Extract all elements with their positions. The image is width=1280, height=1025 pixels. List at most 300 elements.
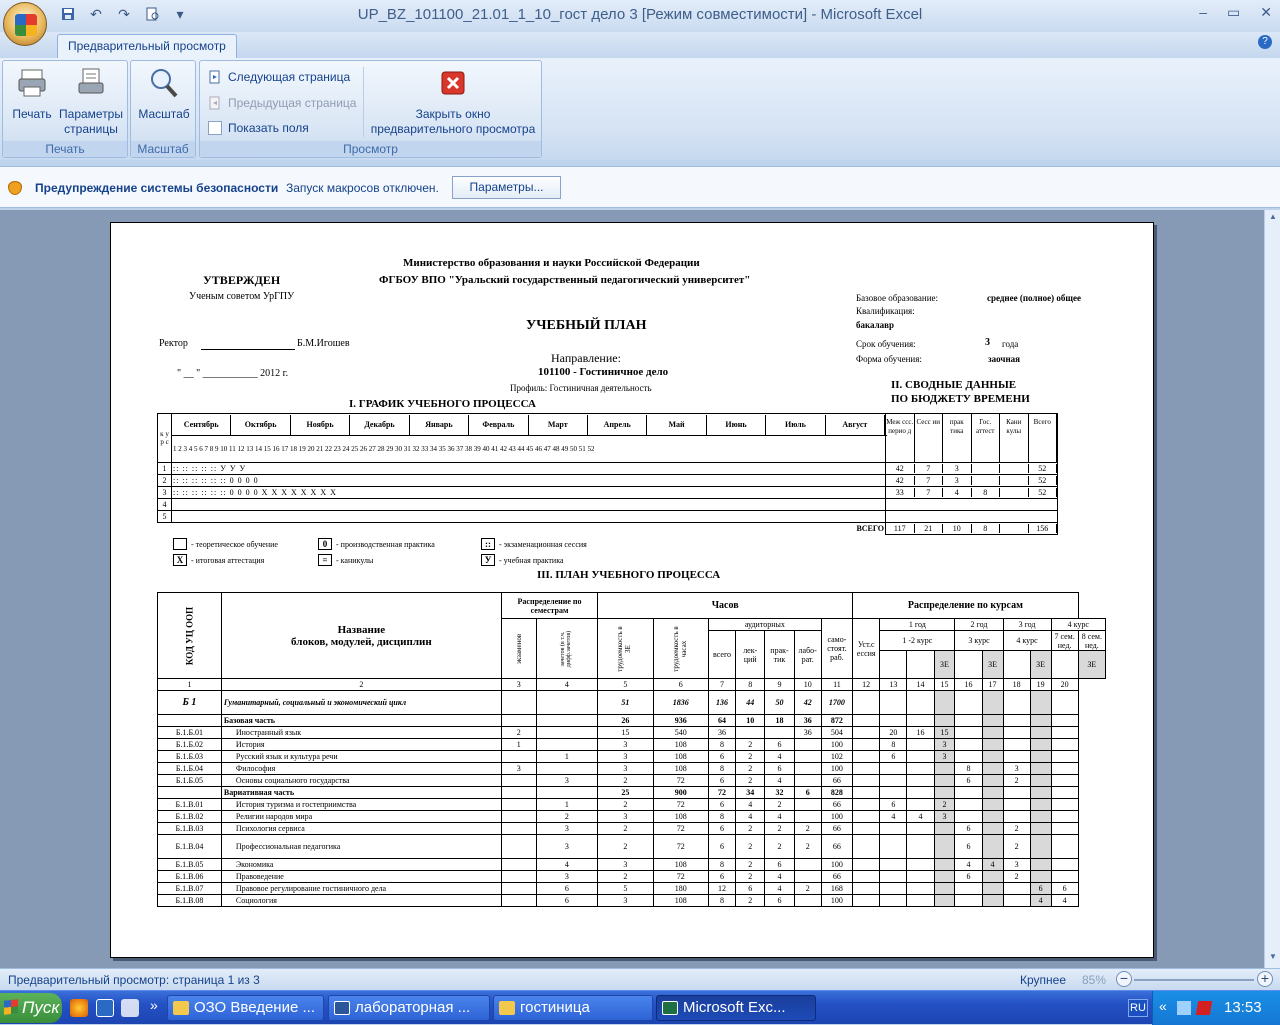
budget-value xyxy=(1000,476,1029,485)
row-name: Правоведение xyxy=(221,871,501,883)
schedule-body xyxy=(158,463,1058,535)
total-value: 21 xyxy=(915,524,944,533)
scroll-up-icon[interactable]: ▲ xyxy=(1269,212,1277,221)
budget-value xyxy=(972,464,1001,473)
language-indicator[interactable]: RU xyxy=(1128,999,1148,1017)
zoom-button[interactable]: Масштаб xyxy=(135,65,193,122)
row-value: 64 xyxy=(708,715,735,727)
month-cell: Ноябрь xyxy=(291,415,350,435)
row-course-value xyxy=(1003,799,1030,811)
row-course-value xyxy=(1051,859,1078,871)
row-value xyxy=(501,799,536,811)
row-course-value xyxy=(880,691,907,715)
prev-page-icon xyxy=(208,96,222,110)
row-course-value: 4 xyxy=(1051,895,1078,907)
schedule-marks: :: :: :: :: :: :: 0 0 0 0 xyxy=(172,475,886,487)
row-value: 44 xyxy=(736,691,765,715)
row-course-value xyxy=(1003,727,1030,739)
total-value: 10 xyxy=(943,524,972,533)
name-header: Название блоков, модулей, дисциплин xyxy=(221,593,501,679)
column-number: 17 xyxy=(982,679,1003,691)
task-word-lab[interactable]: лабораторная ... xyxy=(328,995,490,1021)
row-value: 108 xyxy=(653,751,708,763)
month-cell: Август xyxy=(826,415,885,435)
schedule-row xyxy=(158,499,1058,511)
group-label-zoom: Масштаб xyxy=(131,141,195,157)
row-course-value xyxy=(1030,871,1051,883)
row-value: 2 xyxy=(598,799,653,811)
row-value: 2 xyxy=(765,835,794,859)
row-value xyxy=(501,691,536,715)
row-course-value xyxy=(907,859,934,871)
course-header: к у р с xyxy=(158,414,172,463)
sem8-header: 8 сем. нед. xyxy=(1078,631,1105,651)
row-value: 3 xyxy=(598,751,653,763)
row-course-value: 4 xyxy=(880,811,907,823)
row-value: 2 xyxy=(736,739,765,751)
row-value: 2 xyxy=(598,835,653,859)
row-value: 2 xyxy=(736,835,765,859)
hours-header: Часов xyxy=(598,593,853,619)
row-value: 504 xyxy=(821,727,852,739)
row-value xyxy=(736,727,765,739)
credits-header: зачетов (в т.ч. дифф.зачетов) xyxy=(536,619,598,679)
total-values xyxy=(886,523,1058,535)
row-course-value xyxy=(1030,787,1051,799)
row-value: 2 xyxy=(736,763,765,775)
help-icon[interactable]: ? xyxy=(1258,35,1272,49)
row-code: Б.1.В.02 xyxy=(158,811,222,823)
row-course-value xyxy=(955,715,982,727)
row-course-value xyxy=(1030,715,1051,727)
curriculum-body xyxy=(158,679,1106,907)
row-course-value xyxy=(1030,763,1051,775)
row-value: 136 xyxy=(708,691,735,715)
row-course-value xyxy=(955,727,982,739)
curriculum-row xyxy=(158,739,1106,751)
row-value xyxy=(536,715,598,727)
budget-head-row xyxy=(886,414,1057,462)
row-value: 100 xyxy=(821,739,852,751)
row-value: 36 xyxy=(794,727,821,739)
row-value: 72 xyxy=(653,823,708,835)
budget-col-header: Гос. аттест xyxy=(972,414,1001,462)
budget-value: 3 xyxy=(943,476,972,485)
row-course-value xyxy=(982,799,1003,811)
row-value: 2 xyxy=(598,823,653,835)
row-value xyxy=(501,871,536,883)
redo-icon[interactable]: ↷ xyxy=(118,5,130,22)
row-value: 6 xyxy=(765,763,794,775)
row-course-value xyxy=(1051,751,1078,763)
legend-text: - производственная практика xyxy=(336,540,435,549)
row-value: 6 xyxy=(765,739,794,751)
row-course-value: 2 xyxy=(1003,823,1030,835)
row-course-value xyxy=(1003,751,1030,763)
row-course-value xyxy=(1030,775,1051,787)
direction-value: 101100 - Гостиничное дело xyxy=(538,366,669,378)
legend-symbol: :: xyxy=(481,538,495,550)
row-course-value xyxy=(853,883,880,895)
row-course-value xyxy=(934,835,955,859)
show-margins-checkbox[interactable]: Показать поля xyxy=(208,118,309,138)
row-course-value xyxy=(1003,883,1030,895)
magnifier-icon xyxy=(148,67,180,99)
row-name: Социология xyxy=(221,895,501,907)
row-value: 66 xyxy=(821,835,852,859)
row-course-value xyxy=(880,895,907,907)
column-number: 3 xyxy=(501,679,536,691)
row-code xyxy=(158,715,222,727)
antivirus-icon[interactable] xyxy=(1196,1001,1212,1015)
budget-value: 42 xyxy=(886,476,915,485)
windows-flag-icon xyxy=(4,999,18,1014)
row-value: 12 xyxy=(708,883,735,895)
row-course-value xyxy=(1003,787,1030,799)
tab-print-preview[interactable]: Предварительный просмотр xyxy=(57,34,237,58)
row-course-value xyxy=(907,835,934,859)
row-value: 872 xyxy=(821,715,852,727)
row-value: 4 xyxy=(765,883,794,895)
row-value: 72 xyxy=(653,799,708,811)
prev-page-button[interactable]: Предыдущая страница xyxy=(208,93,356,113)
row-value: 34 xyxy=(736,787,765,799)
row-course-value xyxy=(1003,811,1030,823)
row-course-value xyxy=(853,691,880,715)
row-value xyxy=(536,787,598,799)
row-course-value xyxy=(880,823,907,835)
row-value xyxy=(501,811,536,823)
row-course-value xyxy=(880,715,907,727)
status-text: Предварительный просмотр: страница 1 из 3 xyxy=(8,973,260,987)
row-value: 2 xyxy=(736,775,765,787)
checkbox-icon xyxy=(208,121,222,135)
row-course-value xyxy=(880,883,907,895)
row-course-value xyxy=(982,883,1003,895)
month-cell: Апрель xyxy=(588,415,647,435)
schedule-budget xyxy=(886,511,1058,523)
row-value: 72 xyxy=(653,835,708,859)
k-col xyxy=(907,651,934,679)
row-value: 6 xyxy=(708,871,735,883)
row-course-value xyxy=(934,763,955,775)
page-setup-button[interactable]: Параметры страницы xyxy=(57,65,125,137)
row-course-value: 6 xyxy=(1030,883,1051,895)
row-name: Экономика xyxy=(221,859,501,871)
row-course-value xyxy=(880,763,907,775)
council-label: Ученым советом УрГПУ xyxy=(189,291,295,302)
curriculum-row xyxy=(158,895,1106,907)
row-value: 2 xyxy=(598,871,653,883)
row-name: История туризма и гостеприимства xyxy=(221,799,501,811)
row-course-value xyxy=(982,871,1003,883)
row-course-value xyxy=(934,775,955,787)
row-value: 8 xyxy=(708,811,735,823)
row-course-value xyxy=(1051,691,1078,715)
k-col xyxy=(880,651,907,679)
schedule-marks xyxy=(172,511,886,523)
curriculum-row xyxy=(158,751,1106,763)
row-value: 6 xyxy=(765,859,794,871)
row-name: Русский язык и культура речи xyxy=(221,751,501,763)
row-course-value xyxy=(982,691,1003,715)
budget-col-header: Меж ссс. перио д xyxy=(886,414,915,462)
folder-icon xyxy=(173,1001,189,1015)
curriculum-row xyxy=(158,727,1106,739)
month-cell: Декабрь xyxy=(350,415,409,435)
row-course-value xyxy=(1030,823,1051,835)
ze-col-header: ЗЕ xyxy=(934,651,955,679)
row-code: Б 1 xyxy=(158,691,222,715)
study-form-value: заочная xyxy=(988,354,1021,364)
row-value xyxy=(765,727,794,739)
row-value: 3 xyxy=(536,835,598,859)
row-value: 6 xyxy=(794,787,821,799)
row-value: 2 xyxy=(736,871,765,883)
schedule-row xyxy=(158,475,1058,487)
total-value: 117 xyxy=(886,524,915,533)
tray-expand-icon[interactable]: « xyxy=(1159,998,1167,1014)
row-name: Иностранный язык xyxy=(221,727,501,739)
start-button[interactable]: Пуск xyxy=(0,993,62,1023)
preview-page xyxy=(110,222,1154,958)
row-course-value xyxy=(982,739,1003,751)
row-code: Б.1.В.01 xyxy=(158,799,222,811)
legend-symbol: = xyxy=(318,554,332,566)
zoom-in-label[interactable]: Крупнее xyxy=(1020,973,1067,987)
scroll-down-icon[interactable]: ▼ xyxy=(1269,952,1277,961)
row-name: Психология сервиса xyxy=(221,823,501,835)
zoom-out-icon[interactable]: − xyxy=(1116,971,1132,987)
row-course-value: 8 xyxy=(880,739,907,751)
schedule-total-row xyxy=(158,523,1058,535)
k-col xyxy=(955,651,982,679)
budget-value: 7 xyxy=(915,476,944,485)
distribution-header: Распределение по семестрам xyxy=(501,593,597,619)
zoom-in-icon[interactable]: + xyxy=(1257,971,1273,987)
schedule-course: 4 xyxy=(158,499,172,511)
column-number: 19 xyxy=(1030,679,1051,691)
row-course-value xyxy=(982,775,1003,787)
row-course-value: 6 xyxy=(955,835,982,859)
row-value: 4 xyxy=(765,775,794,787)
row-value xyxy=(794,739,821,751)
row-value xyxy=(794,799,821,811)
row-course-value: 3 xyxy=(1003,859,1030,871)
ze-header: трудоемкость в ЗЕ xyxy=(598,619,653,679)
curriculum-row xyxy=(158,811,1106,823)
month-cell: Май xyxy=(647,415,706,435)
window-controls xyxy=(1199,4,1272,21)
hours-total-header: трудоемкость в часах xyxy=(653,619,708,679)
row-course-value: 3 xyxy=(1003,763,1030,775)
budget-value: 8 xyxy=(972,488,1001,497)
row-course-value xyxy=(955,691,982,715)
approval-date: " __ " ___________ 2012 г. xyxy=(177,368,289,379)
task-folder-hotel[interactable]: гостиница xyxy=(493,995,653,1021)
group-separator xyxy=(363,67,364,137)
row-course-value: 15 xyxy=(934,727,955,739)
rector-name: Б.М.Игошев xyxy=(297,338,350,349)
schedule-course: 5 xyxy=(158,511,172,523)
close-preview-button[interactable]: Закрыть окно предварительного просмотра xyxy=(368,65,538,137)
row-course-value: 4 xyxy=(982,859,1003,871)
next-page-button[interactable]: Следующая страница xyxy=(208,67,350,87)
month-cell: Октябрь xyxy=(231,415,290,435)
row-course-value xyxy=(1051,835,1078,859)
row-course-value xyxy=(853,787,880,799)
row-course-value xyxy=(853,727,880,739)
row-course-value xyxy=(934,787,955,799)
row-code: Б.1.Б.04 xyxy=(158,763,222,775)
row-course-value xyxy=(853,859,880,871)
row-course-value xyxy=(853,823,880,835)
office-button[interactable] xyxy=(3,2,47,46)
pract-header: прак- тик xyxy=(765,631,794,679)
budget-values xyxy=(886,464,1057,473)
column-number: 20 xyxy=(1051,679,1078,691)
row-name: История xyxy=(221,739,501,751)
row-course-value xyxy=(1030,799,1051,811)
row-course-value xyxy=(1051,811,1078,823)
office-logo-icon xyxy=(15,14,37,36)
row-value xyxy=(794,895,821,907)
close-button[interactable]: ✕ xyxy=(1260,4,1272,20)
row-course-value: 8 xyxy=(955,763,982,775)
network-icon[interactable] xyxy=(1177,1001,1191,1015)
row-value: 2 xyxy=(536,811,598,823)
quicklaunch-more-icon[interactable]: » xyxy=(150,997,158,1013)
row-value: 36 xyxy=(708,727,735,739)
desktop-icon[interactable] xyxy=(96,999,114,1017)
row-value: 1836 xyxy=(653,691,708,715)
row-course-value: 6 xyxy=(955,823,982,835)
column-number: 8 xyxy=(736,679,765,691)
column-number: 18 xyxy=(1003,679,1030,691)
row-course-value xyxy=(1051,739,1078,751)
ribbon xyxy=(0,58,1280,160)
row-course-value xyxy=(955,799,982,811)
clock: 13:53 xyxy=(1224,999,1262,1016)
row-code: Б.1.В.05 xyxy=(158,859,222,871)
schedule-marks: :: :: :: :: :: :: 0 0 0 0 Х Х Х Х Х Х Х Х xyxy=(172,487,886,499)
row-value: 36 xyxy=(794,715,821,727)
row-value: 4 xyxy=(736,811,765,823)
media-icon[interactable] xyxy=(121,999,139,1017)
month-cell: Июнь xyxy=(707,415,766,435)
row-value: 1 xyxy=(501,739,536,751)
by-course-header: Распределение по курсам xyxy=(853,593,1079,619)
restore-button[interactable]: ▭ xyxy=(1227,4,1241,20)
budget-value: 52 xyxy=(1029,464,1058,473)
row-value: 108 xyxy=(653,859,708,871)
row-course-value xyxy=(853,871,880,883)
course3-header: 3 курс xyxy=(955,631,1003,651)
row-value: 3 xyxy=(536,871,598,883)
row-course-value xyxy=(934,871,955,883)
row-value xyxy=(794,775,821,787)
row-value xyxy=(501,823,536,835)
row-value xyxy=(536,763,598,775)
row-value: 1 xyxy=(536,751,598,763)
column-number: 7 xyxy=(708,679,735,691)
schedule-budget xyxy=(886,463,1058,475)
lect-header: лек- ций xyxy=(736,631,765,679)
print-button[interactable]: Печать xyxy=(7,65,57,122)
signature-line xyxy=(201,349,295,350)
row-value xyxy=(501,883,536,895)
month-cell: Июль xyxy=(766,415,825,435)
curriculum-row xyxy=(158,859,1106,871)
row-course-value xyxy=(853,895,880,907)
customize-qat-icon[interactable]: ▾ xyxy=(176,5,184,22)
row-course-value xyxy=(853,799,880,811)
security-warning-bar xyxy=(0,166,1280,208)
schedule-budget xyxy=(886,487,1058,499)
row-value xyxy=(501,787,536,799)
row-course-value xyxy=(853,715,880,727)
row-value: 72 xyxy=(653,775,708,787)
zoom-slider[interactable] xyxy=(1134,979,1254,981)
row-value: 936 xyxy=(653,715,708,727)
auditorium-header: аудиторных xyxy=(708,619,821,631)
undo-icon[interactable]: ↶ xyxy=(90,5,102,22)
budget-value xyxy=(972,476,1001,485)
row-course-value xyxy=(982,811,1003,823)
row-value: 4 xyxy=(536,859,598,871)
row-code: Б.1.Б.01 xyxy=(158,727,222,739)
row-course-value xyxy=(880,787,907,799)
row-value: 42 xyxy=(794,691,821,715)
row-course-value xyxy=(982,751,1003,763)
row-course-value xyxy=(1030,739,1051,751)
k-col xyxy=(1051,651,1078,679)
row-course-value xyxy=(907,799,934,811)
row-code: Б.1.В.04 xyxy=(158,835,222,859)
row-value xyxy=(501,835,536,859)
browser-icon[interactable] xyxy=(70,999,88,1017)
budget-value: 33 xyxy=(886,488,915,497)
exams-header: экзаменов xyxy=(501,619,536,679)
row-value xyxy=(794,751,821,763)
task-excel[interactable]: Microsoft Exc... xyxy=(656,995,816,1021)
row-name: Философия xyxy=(221,763,501,775)
schedule-marks xyxy=(172,499,886,511)
row-course-value xyxy=(907,715,934,727)
row-value: 108 xyxy=(653,763,708,775)
legend-symbol xyxy=(173,538,187,550)
ze-col-header: ЗЕ xyxy=(982,651,1003,679)
row-value: 2 xyxy=(598,775,653,787)
vertical-scrollbar[interactable] xyxy=(1264,210,1280,968)
row-value: 72 xyxy=(653,871,708,883)
row-course-value: 4 xyxy=(1030,895,1051,907)
minimize-button[interactable]: – xyxy=(1199,4,1208,20)
row-course-value xyxy=(907,691,934,715)
row-value: 828 xyxy=(821,787,852,799)
row-value: 32 xyxy=(765,787,794,799)
row-value xyxy=(536,739,598,751)
row-course-value xyxy=(982,895,1003,907)
self-study-header: само- стоят. раб. xyxy=(821,619,852,679)
row-course-value xyxy=(955,811,982,823)
row-course-value: 16 xyxy=(907,727,934,739)
task-folder-ozo[interactable]: ОЗО Введение ... xyxy=(167,995,324,1021)
row-course-value xyxy=(907,763,934,775)
security-options-button[interactable]: Параметры... xyxy=(452,176,561,199)
row-course-value: 6 xyxy=(880,751,907,763)
budget-col-header: прак тика xyxy=(943,414,972,462)
